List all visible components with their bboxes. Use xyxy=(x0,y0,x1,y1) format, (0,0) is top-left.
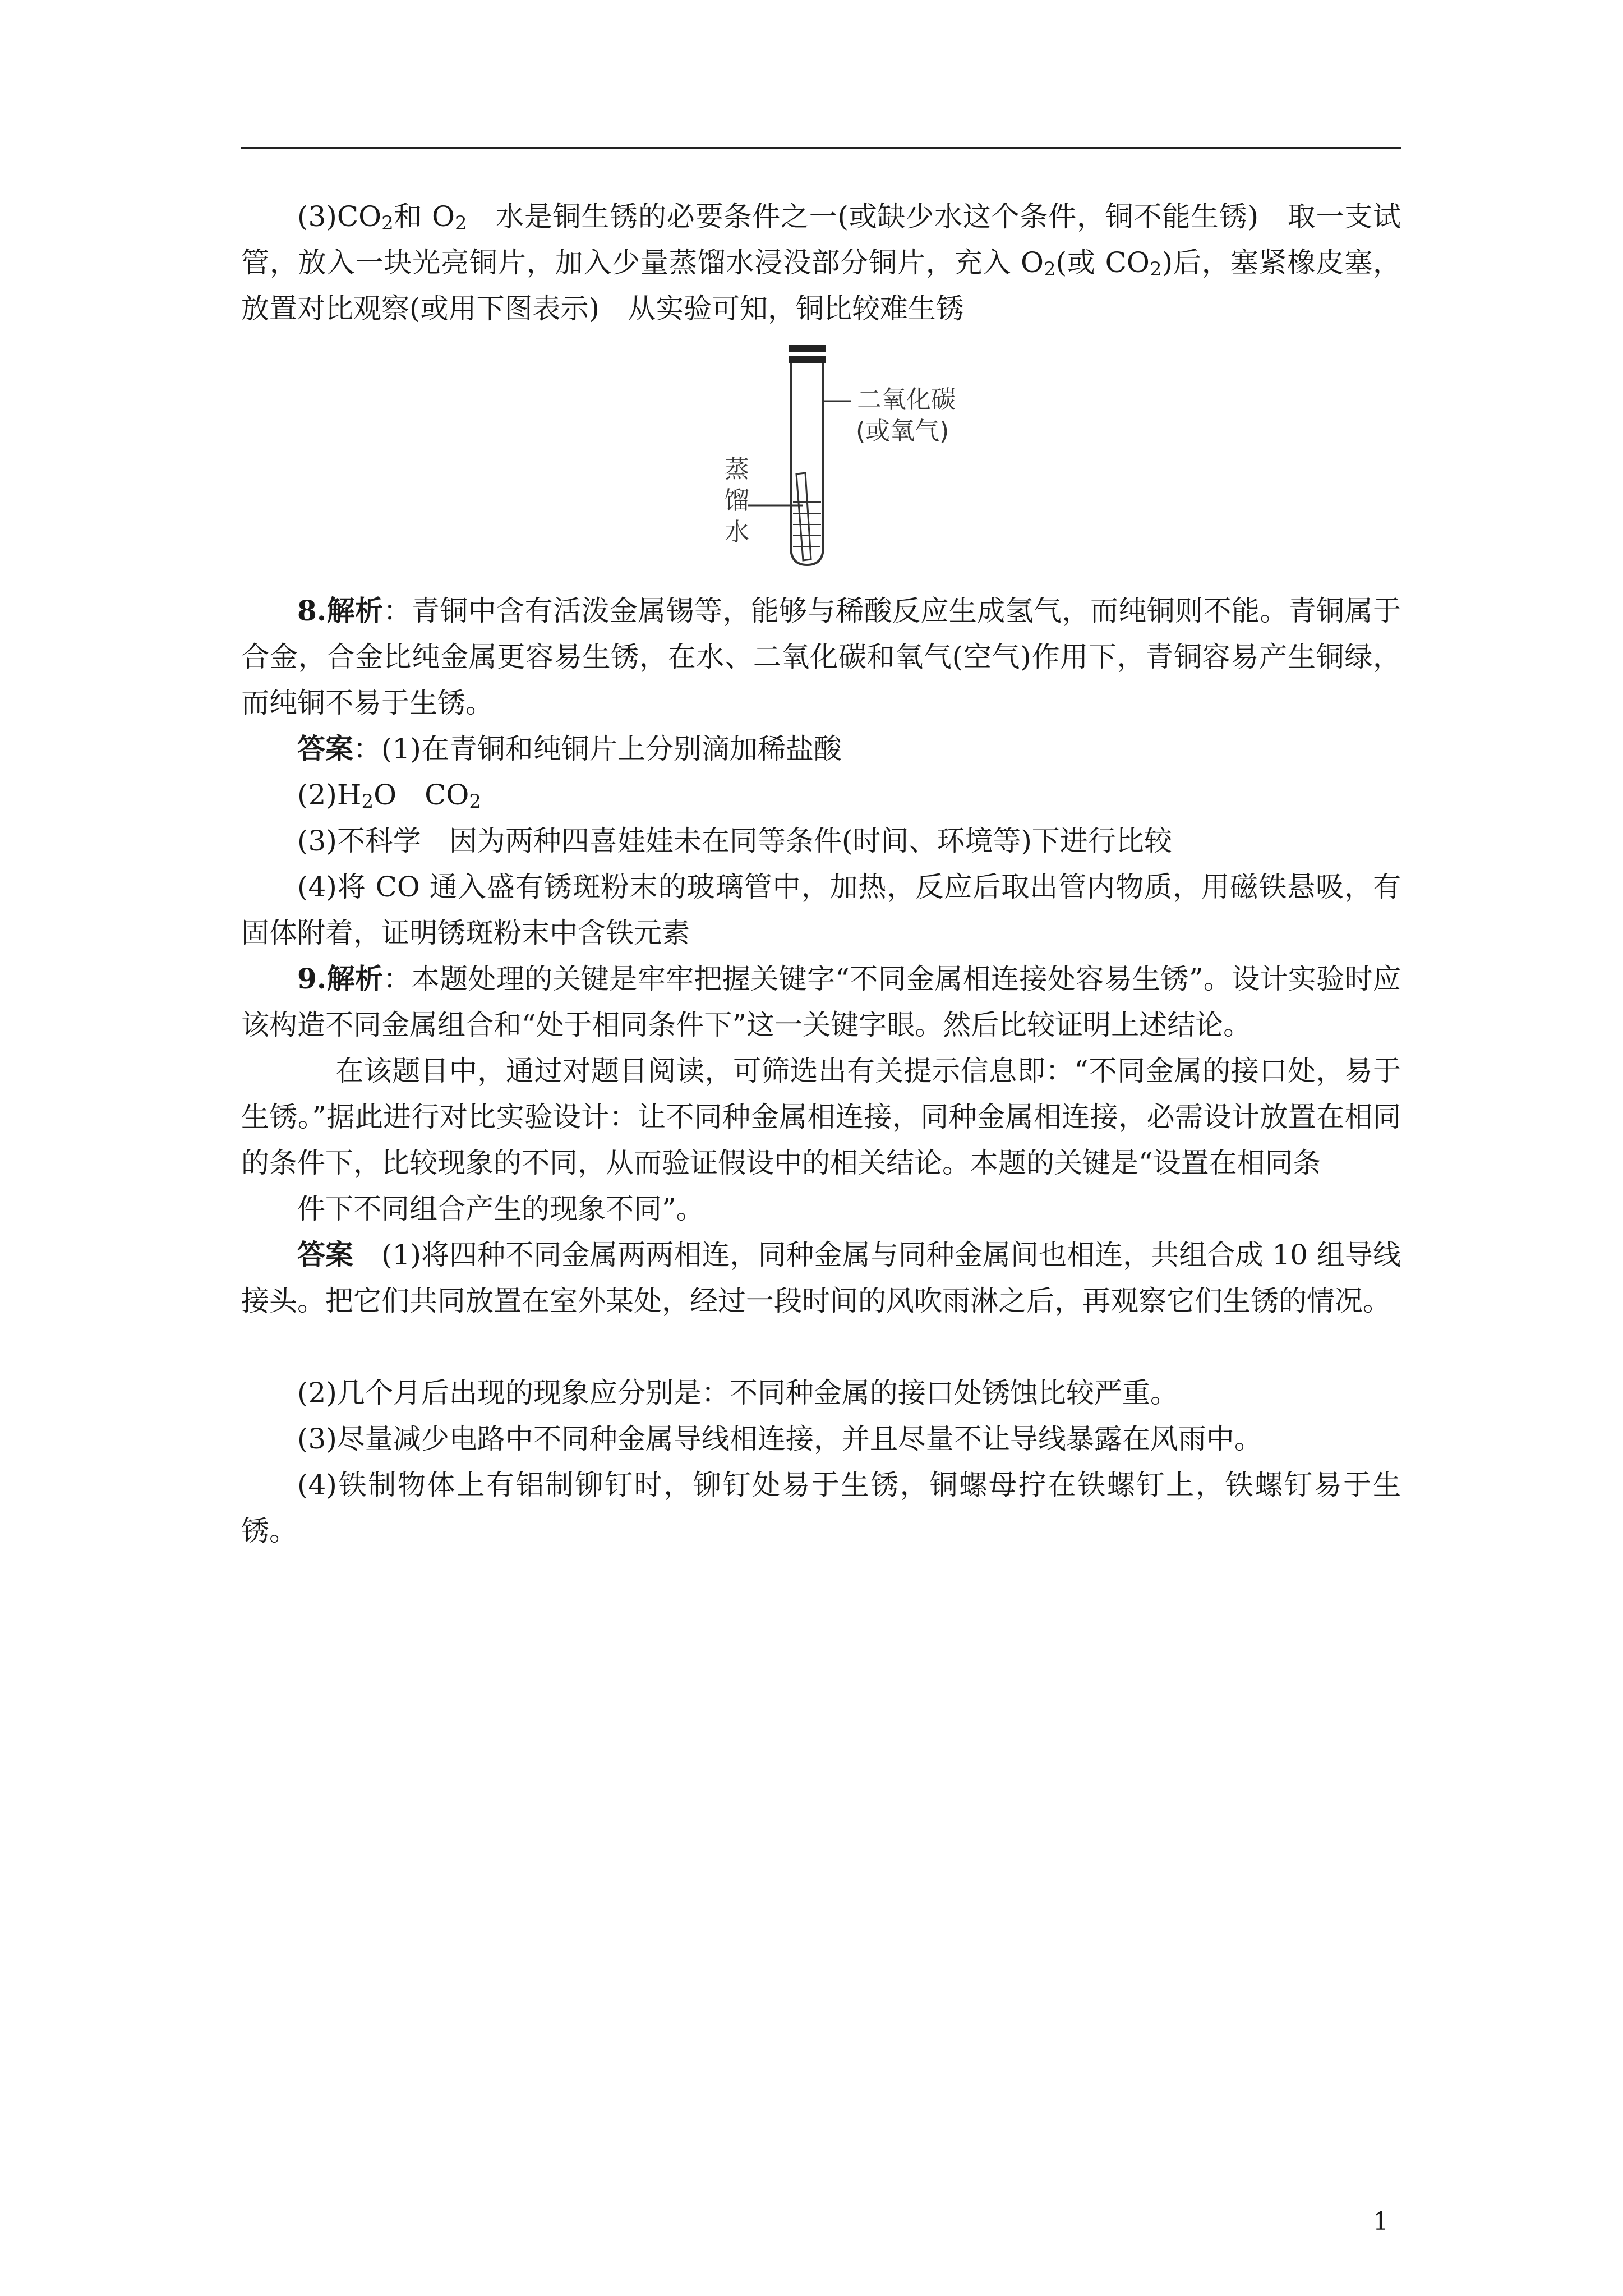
q9-answer-label: 答案 xyxy=(297,1238,354,1271)
q8-analysis-label: 解析 xyxy=(326,594,384,627)
q8-answer-4: (4)将 CO 通入盛有锈斑粉末的玻璃管中，加热，反应后取出管内物质，用磁铁悬吸，有固体附着，证明锈斑粉末中含铁元素 xyxy=(241,871,1401,949)
answer-3-paragraph: $(3)CO_2$和 $O_2$ 水是铜生锈的必要条件之一(或缺少水这个条件，铜不能生锈) 取一支试管，放入一块光亮铜片，加入少量蒸馏水浸没部分铜片，充入 $O_2$(或 $CO_2$)后，塞紧橡皮塞，放置对比观察(或用下图表示) 从实验可知，铜比较难生锈 xyxy=(241,200,1401,325)
q9-analysis: 9.解析：本题处理的关键是牢牢把握关键字“不同金属相连接处容易生锈”。设计实验时应该构造不同金属组合和“处于相同条件下”这一关键字眼。然后比较证明上述结论。 xyxy=(241,962,1401,1041)
q8-answer-2: $(2)H_2O$ $CO_2$ xyxy=(297,779,481,813)
q9-answer-2: (2)几个月后出现的现象应分别是：不同种金属的接口处锈蚀比较严重。 xyxy=(297,1377,1178,1409)
q9-number: 9. xyxy=(297,962,327,995)
page-number: 1 xyxy=(1373,2207,1389,2236)
water-label-char1: 蒸 xyxy=(725,455,749,484)
q9-answer-3: (3)尽量减少电路中不同种金属导线相连接，并且尽量不让导线暴露在风雨中。 xyxy=(297,1423,1262,1455)
gas-label-line2: (或氧气) xyxy=(856,417,949,445)
q8-number: 8. xyxy=(297,594,327,627)
water-label-char3: 水 xyxy=(725,518,749,546)
test-tube-figure xyxy=(723,339,965,575)
gas-label-line1: 二氧化碳 xyxy=(857,385,956,414)
q9-answer-4: (4)铁制物体上有铝制铆钉时，铆钉处易于生锈，铜螺母拧在铁螺钉上，铁螺钉易于生锈。 xyxy=(241,1469,1401,1547)
q8-answer-label: 答案 xyxy=(297,732,353,765)
q9-analysis-paragraph-2: 在该题目中，通过对题目阅读，可筛选出有关提示信息即：“不同金属的接口处，易于生锈。”据此进行对比实验设计：让不同种金属相连接，同种金属相连接，必需设计放置在相同的条件下，比较现象的不同，从而验证假设中的相关结论。本题的关键是“设置在相同条 xyxy=(241,1055,1401,1179)
q8-answer-3: (3)不科学 因为两种四喜娃娃未在同等条件(时间、环境等)下进行比较 xyxy=(297,825,1172,857)
q9-analysis-label: 解析 xyxy=(326,962,384,995)
q9-analysis-paragraph-3: 件下不同组合产生的现象不同”。 xyxy=(297,1193,704,1225)
q9-answer-1: 答案 (1)将四种不同金属两两相连，同种金属与同种金属间也相连，共组合成 10 组导线接头。把它们共同放置在室外某处，经过一段时间的风吹雨淋之后，再观察它们生锈的情况。 xyxy=(241,1238,1401,1317)
header-rule xyxy=(241,147,1401,149)
q8-analysis: 8.解析：青铜中含有活泼金属锡等，能够与稀酸反应生成氢气，而纯铜则不能。青铜属于合金，合金比纯金属更容易生锈，在水、二氧化碳和氧气(空气)作用下，青铜容易产生铜绿，而纯铜不易于生锈。 xyxy=(241,594,1401,719)
q8-answer-1: 答案：(1)在青铜和纯铜片上分别滴加稀盐酸 xyxy=(297,732,842,765)
water-label-char2: 馏 xyxy=(725,486,749,515)
